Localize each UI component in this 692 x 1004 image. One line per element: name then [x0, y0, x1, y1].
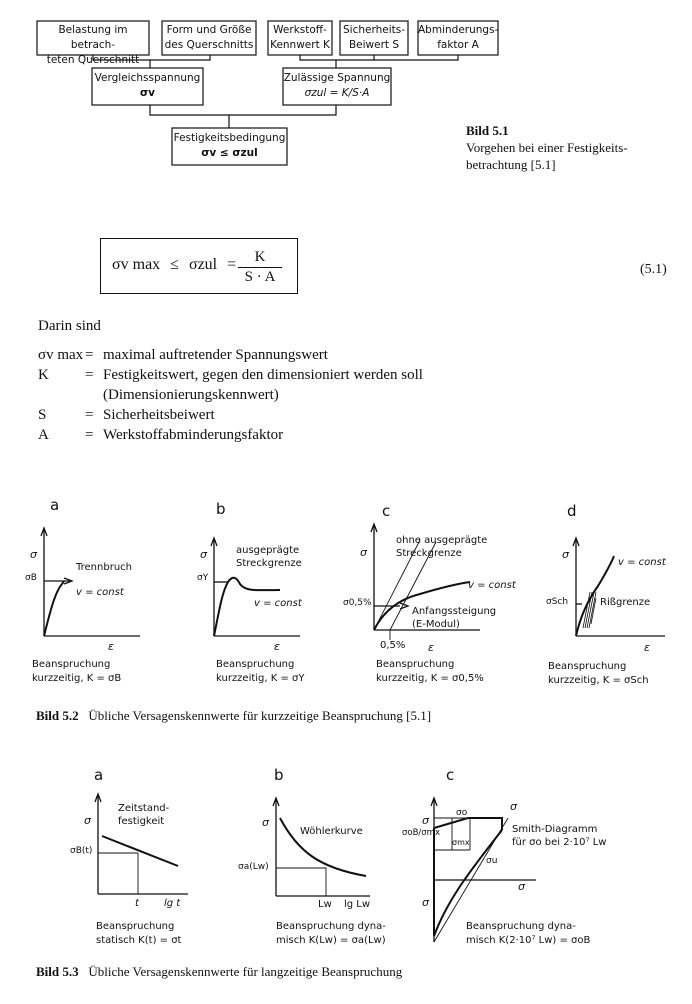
flow-text-reduction [418, 23, 498, 53]
fig52b-caption [216, 658, 305, 686]
fig53c-xlabel: σ [518, 880, 525, 893]
fig52d-caption [548, 660, 649, 688]
flow-line: σzul = K/S·A [304, 87, 370, 99]
label-line: Zeitstand- [118, 803, 170, 814]
flow-line: Form und Größe [166, 24, 252, 36]
cap-line: kurzzeitig, K = σB [32, 673, 122, 684]
cap-line: Beanspruchung [216, 659, 295, 670]
fig52b-letter: b [216, 500, 226, 518]
flow-line: Vergleichsspannung [94, 72, 201, 84]
cap-line: Beanspruchung [32, 659, 111, 670]
fig52a-letter: a [50, 496, 60, 514]
eq-lhs: σv max [112, 256, 161, 273]
fig52d-letter: d [567, 502, 577, 520]
fig53c-label-mx: σmx [452, 838, 470, 847]
flow-line: des Querschnitts [164, 39, 254, 51]
fig53c-label-smith [512, 823, 606, 849]
fig53c-ylabel-neg: σ [422, 896, 429, 909]
eq-fraction [238, 248, 282, 287]
fig52b-yval: σY [197, 573, 209, 583]
fig52a-label-break: Trennbruch [76, 562, 132, 573]
equation-number: (5.1) [640, 262, 667, 277]
def-sym: S [38, 407, 47, 423]
flow-line: Festigkeitsbedingung [173, 132, 286, 144]
fig53c-label-o: σo [456, 808, 468, 818]
fig53c-ylabel: σ [422, 814, 429, 827]
label-line: ausgeprägte [236, 545, 300, 556]
def-eq: = [85, 347, 94, 363]
flow-line: Sicherheits- [342, 24, 405, 36]
label-line: Streckgrenze [236, 558, 302, 569]
fig53c-yval: σoB/σmx [402, 828, 440, 838]
fig53a-ylabel: σ [84, 814, 91, 827]
fig52c-xval: 0,5% [380, 640, 406, 651]
flow-line: Zulässige Spannung [283, 72, 391, 84]
def-eq: = [85, 407, 94, 423]
flow-line: Beiwert S [348, 39, 400, 51]
flow-line: σv ≤ σzul [201, 147, 258, 159]
fig53a-yval: σB(t) [70, 846, 93, 856]
fig52c-xlabel: ε [428, 641, 434, 654]
def-sym: A [38, 427, 49, 443]
fig52a-yval: σB [25, 573, 37, 583]
fig52c-yval: σ0,5% [343, 598, 372, 608]
fig52d-ylabel: σ [562, 548, 569, 561]
flow-line: σv [139, 87, 156, 99]
fig52a-xlabel: ε [108, 640, 114, 653]
fig53-caption [36, 964, 402, 980]
fig53-caption-text: Übliche Versagenskennwerte für langzeitige Beanspruchung [88, 964, 403, 979]
fig53c-diag-label: σ [510, 800, 517, 813]
flow-text-allowable [283, 71, 391, 101]
fig52-caption-text: Übliche Versagenskennwerte für kurzzeitige Beanspruchung [5.1] [88, 708, 432, 723]
cap-line: kurzzeitig, K = σ0,5% [376, 673, 484, 684]
label-line: für σo bei 2·10⁷ Lw [512, 837, 607, 848]
flow-line: faktor A [437, 39, 479, 51]
flow-text-condition [172, 131, 287, 161]
fig53-caption-num: Bild 5.3 [36, 964, 79, 979]
fig53a-label-creep [118, 802, 169, 828]
cap-line: kurzzeitig, K = σY [216, 673, 305, 684]
flow-text-material [268, 23, 332, 53]
label-line: (E-Modul) [412, 619, 460, 630]
flow-text-shape [162, 23, 256, 53]
fig53b-letter: b [274, 766, 284, 784]
def-text: Sicherheitsbeiwert [103, 407, 215, 423]
fig53c-caption [466, 920, 590, 948]
cap-line: Beanspruchung dyna- [466, 921, 576, 932]
fig53a-letter: a [94, 766, 104, 784]
eq-den: S · A [244, 269, 276, 285]
cap-line: kurzzeitig, K = σSch [548, 675, 649, 686]
fig52b-xlabel: ε [274, 640, 280, 653]
cap-line: statisch K(t) = σt [96, 935, 182, 946]
fig51-line: Vorgehen bei einer Festigkeits- [466, 140, 628, 155]
label-line: Anfangssteigung [412, 606, 497, 617]
fig52-caption-num: Bild 5.2 [36, 708, 79, 723]
fig53b-label-woehler: Wöhlerkurve [300, 826, 363, 837]
def-eq: = [85, 427, 94, 443]
fig51-caption [466, 122, 628, 173]
fig52c-ylabel: σ [360, 546, 367, 559]
flow-line: Belastung im betrach- [58, 24, 128, 51]
fig53c-label-u: σu [486, 856, 498, 866]
equation [112, 256, 242, 274]
label-line: ohne ausgeprägte [396, 535, 488, 546]
fig53a-xval: t [135, 898, 139, 909]
cap-line: Beanspruchung dyna- [276, 921, 386, 932]
fig52d-yval: σSch [546, 597, 569, 607]
cap-line: Beanspruchung [376, 659, 455, 670]
fig52c-letter: c [382, 502, 391, 520]
fig52a-label-v: v = const [76, 587, 124, 598]
def-text: Festigkeitswert, gegen den dimensioniert werden soll [103, 367, 423, 383]
fig53a-caption [96, 920, 181, 948]
fig52b-ylabel: σ [200, 548, 207, 561]
fig52c-caption [376, 658, 484, 686]
fig52b-label-yield [236, 544, 302, 570]
fig52d-label-v: v = const [618, 557, 666, 568]
fig52c-label-modulus [412, 605, 496, 631]
eq-num: K [238, 248, 282, 268]
fig52d-xlabel: ε [644, 641, 650, 654]
defs-intro: Darin sind [38, 318, 101, 334]
def-sym: σv max [38, 347, 84, 363]
fig52c-label-v: v = const [468, 580, 516, 591]
fig52a-ylabel: σ [30, 548, 37, 561]
def-eq: = [85, 367, 94, 383]
fig53b-caption [276, 920, 386, 948]
flow-line: Kennwert K [270, 39, 330, 51]
flow-text-safety [340, 23, 408, 53]
fig53b-ylabel: σ [262, 816, 269, 829]
flow-text-load [37, 23, 149, 68]
label-line: Streckgrenze [396, 548, 462, 559]
fig52c-label-noyield [396, 534, 487, 560]
eq-le: ≤ [170, 256, 179, 273]
flow-text-equivalent [92, 71, 203, 101]
flow-line: teten Querschnitt [46, 54, 140, 66]
fig53b-xval: Lw [318, 899, 332, 910]
def-text: maximal auftretender Spannungswert [103, 347, 328, 363]
cap-line: misch K(Lw) = σa(Lw) [276, 935, 386, 946]
fig52a-caption [32, 658, 121, 686]
eq-eq: = [227, 256, 237, 273]
fig52b-label-v: v = const [254, 598, 302, 609]
def-text: Werkstoffabminderungsfaktor [103, 427, 284, 443]
label-line: Smith-Diagramm [512, 824, 598, 835]
fig51-line: betrachtung [5.1] [466, 157, 556, 172]
cap-line: Beanspruchung [96, 921, 175, 932]
fig53a-xlabel: lg t [164, 898, 181, 909]
flow-line: Werkstoff- [273, 24, 327, 36]
eq-mid: σzul [188, 256, 218, 273]
fig53b-yval: σa(Lw) [238, 862, 269, 872]
flow-line: Abminderungs- [418, 24, 499, 36]
fig51-number: Bild 5.1 [466, 123, 509, 138]
def-sym: K [38, 367, 49, 383]
fig52d-label-crack: Rißgrenze [600, 597, 651, 608]
cap-line: Beanspruchung [548, 661, 627, 672]
fig52-caption [36, 708, 431, 724]
label-line: festigkeit [118, 816, 165, 827]
def-text: (Dimensionierungskennwert) [103, 387, 279, 403]
fig53c-letter: c [446, 766, 455, 784]
fig53b-xlabel: lg Lw [344, 899, 371, 910]
cap-line: misch K(2·10⁷ Lw) = σoB [466, 935, 591, 946]
